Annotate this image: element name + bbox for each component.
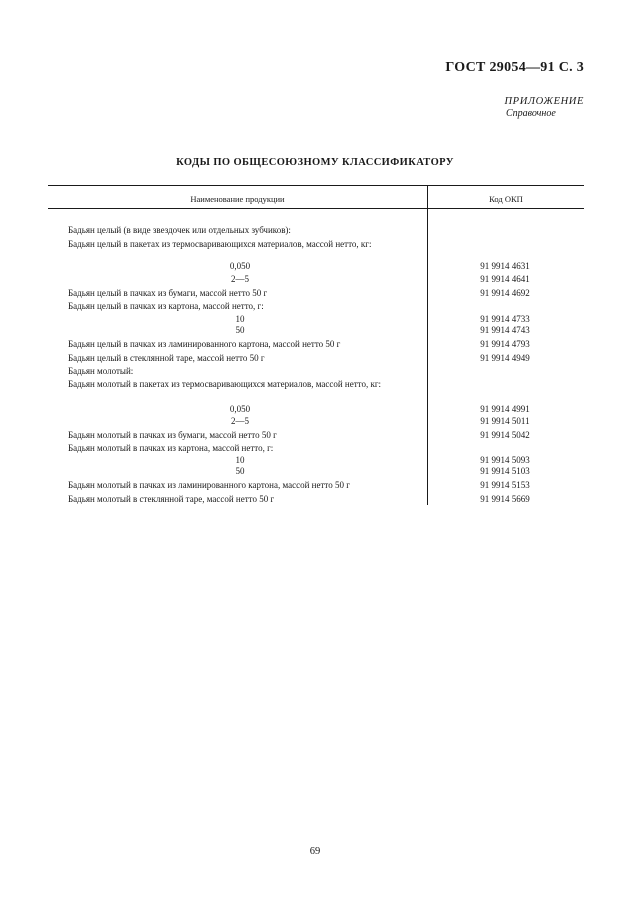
table-row-code: 91 9914 4631 bbox=[480, 261, 530, 271]
page-title: КОДЫ ПО ОБЩЕСОЮЗНОМУ КЛАССИФИКАТОРУ bbox=[176, 157, 454, 168]
table-row-name: 10 bbox=[235, 314, 245, 324]
table-row-name: 2—5 bbox=[231, 274, 249, 284]
table-row-name: Бадьян молотый в пачках из ламинированного картона, массой нетто 50 г bbox=[68, 480, 350, 490]
table-column-divider bbox=[427, 185, 428, 505]
table-row-name: 0,050 bbox=[229, 404, 251, 414]
table-row-name: 10 bbox=[235, 455, 245, 465]
table-row-code: 91 9914 4949 bbox=[480, 353, 530, 363]
table-top-rule bbox=[48, 185, 584, 186]
table-row-code: 91 9914 5011 bbox=[480, 416, 530, 426]
column-header-okp-code: Код ОКП bbox=[489, 194, 523, 204]
table-row-name: Бадьян молотый в пачках из бумаги, массой нетто 50 г bbox=[68, 430, 277, 440]
table-row-code: 91 9914 5153 bbox=[480, 480, 530, 490]
table-row-name: 0,050 bbox=[229, 261, 251, 271]
table-header-rule bbox=[48, 208, 584, 209]
table-row-name: Бадьян целый (в виде звездочек или отдельных зубчиков): bbox=[68, 225, 291, 235]
table-row-name: Бадьян целый в стеклянной таре, массой нетто 50 г bbox=[68, 353, 265, 363]
table-row-name: Бадьян молотый в пакетах из термосваривающихся материалов, массой нетто, кг: bbox=[68, 379, 382, 389]
table-row-code: 91 9914 4641 bbox=[480, 274, 530, 284]
table-row-name: Бадьян целый в пакетах из термосваривающихся материалов, массой нетто, кг: bbox=[68, 239, 372, 249]
page-number: 69 bbox=[309, 846, 321, 857]
table-row-code: 91 9914 4743 bbox=[480, 325, 530, 335]
appendix-type: Справочное bbox=[506, 108, 556, 119]
table-row-code: 91 9914 5093 bbox=[480, 455, 530, 465]
table-row-name: Бадьян молотый: bbox=[68, 366, 134, 376]
table-row-name: 2—5 bbox=[231, 416, 249, 426]
appendix-label: ПРИЛОЖЕНИЕ bbox=[504, 96, 584, 107]
table-row-code: 91 9914 4692 bbox=[480, 288, 530, 298]
table-row-code: 91 9914 4793 bbox=[480, 339, 530, 349]
table-row-name: 50 bbox=[235, 466, 245, 476]
table-row-name: Бадьян целый в пачках из картона, массой нетто, г: bbox=[68, 301, 264, 311]
table-row-name: Бадьян молотый в стеклянной таре, массой нетто 50 г bbox=[68, 494, 275, 504]
table-row-code: 91 9914 5103 bbox=[480, 466, 530, 476]
table-row-name: Бадьян молотый в пачках из картона, массой нетто, г: bbox=[68, 443, 274, 453]
table-row-name: Бадьян целый в пачках из бумаги, массой нетто 50 г bbox=[68, 288, 268, 298]
table-row-code: 91 9914 5669 bbox=[480, 494, 530, 504]
table-row-code: 91 9914 5042 bbox=[480, 430, 530, 440]
table-row-code: 91 9914 4733 bbox=[480, 314, 530, 324]
column-header-product-name: Наименование продукции bbox=[190, 194, 285, 204]
table-row-name: Бадьян целый в пачках из ламинированного картона, массой нетто 50 г bbox=[68, 339, 341, 349]
table-row-name: 50 bbox=[235, 325, 245, 335]
table-row-code: 91 9914 4991 bbox=[480, 404, 530, 414]
standard-designation: ГОСТ 29054—91 С. 3 bbox=[445, 60, 584, 75]
